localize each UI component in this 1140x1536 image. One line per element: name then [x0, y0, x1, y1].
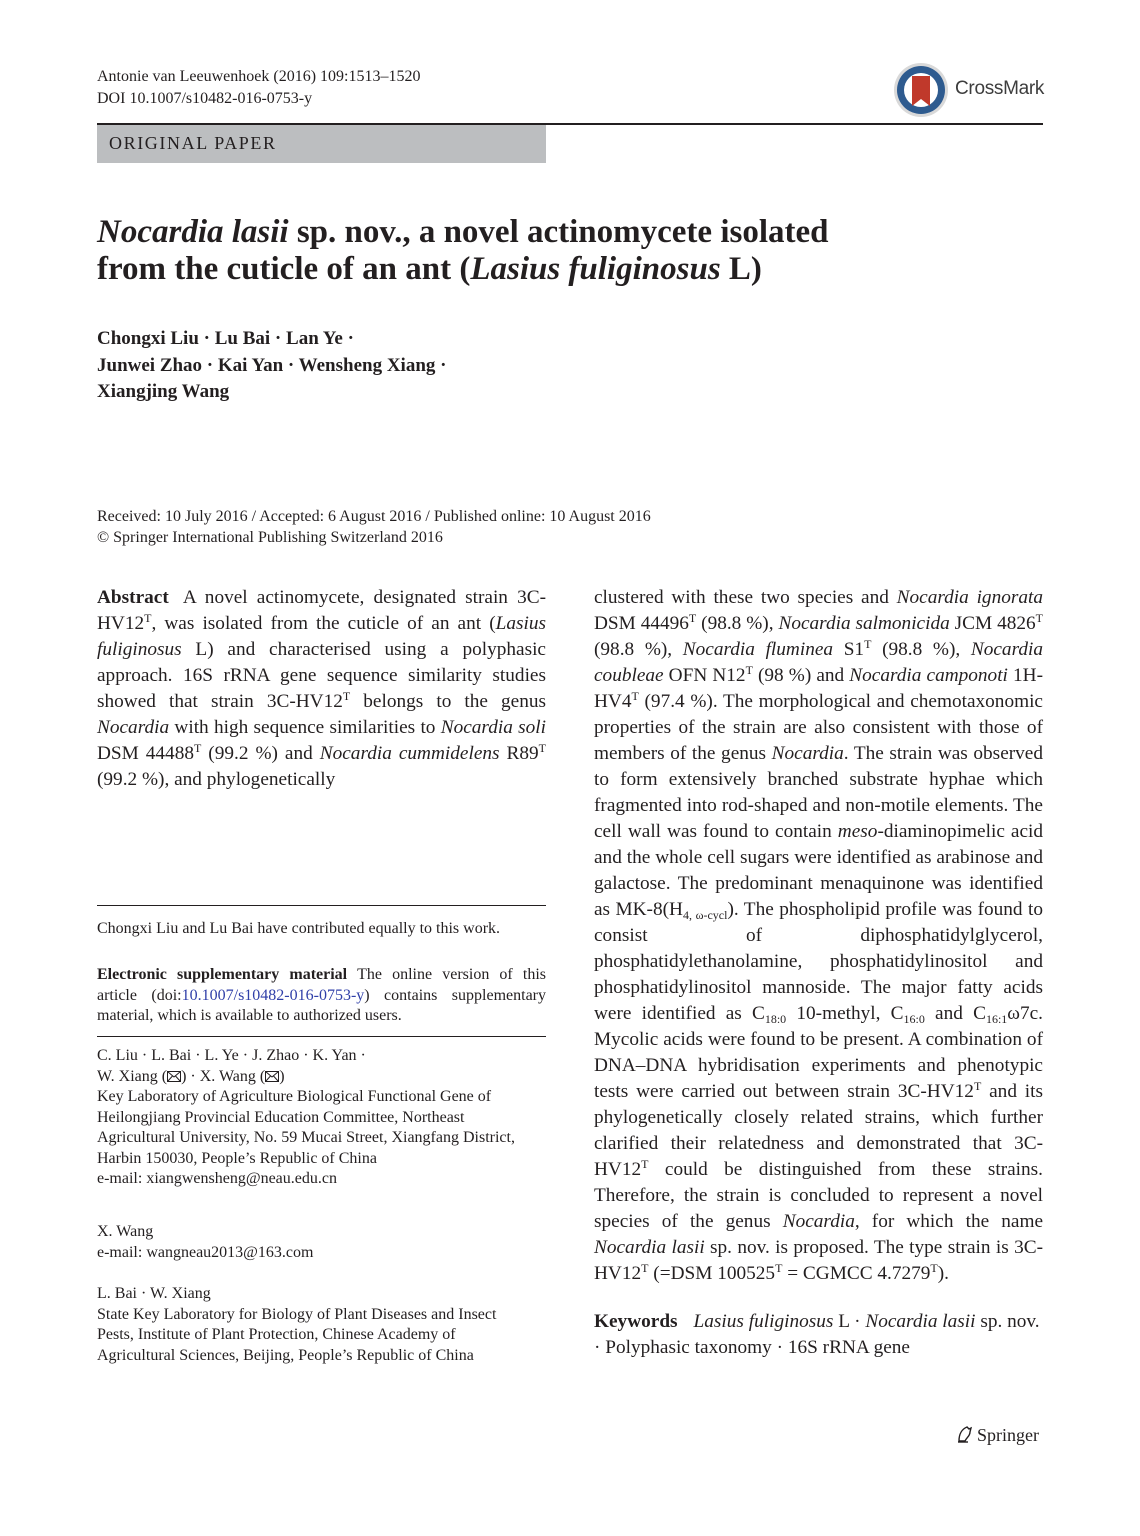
email-icon[interactable] [265, 1071, 279, 1082]
affiliation-2-email[interactable]: e-mail: wangneau2013@163.com [97, 1243, 314, 1261]
email-icon[interactable] [167, 1071, 181, 1082]
affiliation-1-address: Key Laboratory of Agriculture Biological Functional Gene of Heilongjiang Provincial Education Committee, Northeast Agricultural University, No. 59 Mucai Street, Xiangfang District, Harbin 150030, People’s Republic of China [97, 1088, 515, 1167]
section-label: ORIGINAL PAPER [109, 133, 277, 153]
publisher-logo [955, 1424, 1039, 1446]
keywords-heading: Keywords [594, 1311, 678, 1332]
abstract-paragraph: Abstract A novel actinomycete, designated strain $3C-HV12^T$, was isolated from the cuticle of an ant (Lasius fuliginosus L) and characterised using a polyphasic approach. 16S rRNA gene sequence similarity studies showed that strain $3C-HV12^T$ belongs to the genus Nocardia with high sequence similarities to Nocardia soli DSM $44488^T$ (99.2 %) and Nocardia cummidelens $R89^T$ (99.2 %), and phylogenetically [97, 587, 546, 790]
authors-line2: Junwei Zhao · Kai Yan · Wensheng Xiang · [97, 354, 447, 376]
affiliation-3-address: State Key Laboratory for Biology of Plant Diseases and Insect Pests, Institute of Plant Protection, Chinese Academy of Agricultural Sciences, Beijing, People’s Republic of China [97, 1305, 497, 1364]
affiliation-2: X. Wang e-mail: wangneau2013@163.com [97, 1222, 546, 1263]
journal-header [97, 66, 420, 110]
title-line2-pre: from the cuticle of an ant ( [97, 251, 471, 287]
article-dates [97, 506, 651, 548]
copyright: © Springer International Publishing Switzerland 2016 [97, 529, 443, 546]
article-title [97, 214, 997, 288]
keywords: Keywords Lasius fuliginosus L · Nocardia lasii sp. nov. · Polyphasic taxonomy · 16S rRNA gene [594, 1311, 1040, 1358]
esm-doi-link[interactable]: 10.1007/s10482-016-0753-y [181, 986, 365, 1004]
author-list [97, 326, 447, 406]
doi: DOI 10.1007/s10482-016-0753-y [97, 90, 313, 107]
dates-history: Received: 10 July 2016 / Accepted: 6 August 2016 / Published online: 10 August 2016 [97, 508, 651, 525]
affiliation-1: C. Liu · L. Bai · L. Ye · J. Zhao · K. Yan · W. Xiang ( ) · X. Wang ( ) Key Laboratory of Agriculture Biological Functional Gene of Heilongjiang Provincial Education Committee, Northeast Agricultural University, No. 59 Mucai Street, Xiangfang District, Harbin 150030, People’s Republic of China e-mail: xiangwensheng@neau.edu.cn [97, 1046, 527, 1190]
title-host: Lasius fuliginosus [470, 251, 721, 287]
abstract-heading: Abstract [97, 587, 169, 608]
section-banner [97, 125, 546, 163]
affiliation-1-email[interactable]: e-mail: xiangwensheng@neau.edu.cn [97, 1170, 337, 1187]
title-genus: Nocardia lasii [97, 214, 289, 250]
affiliation-3: L. Bai · W. Xiang State Key Laboratory for Biology of Plant Diseases and Insect Pests, Institute of Plant Protection, Chinese Academy of Agricultural Sciences, Beijing, People’s Republic of China [97, 1284, 517, 1366]
title-line1: sp. nov., a novel actinomycete isolated [288, 214, 829, 250]
authors-line3: Xiangjing Wang [97, 381, 230, 402]
authors-line1: Chongxi Liu · Lu Bai · Lan Ye · [97, 328, 354, 349]
footnote-rule-2 [97, 1036, 546, 1037]
esm-heading: Electronic supplementary material [97, 966, 348, 983]
crossmark-icon [893, 62, 949, 118]
crossmark-badge[interactable] [893, 62, 1043, 118]
abstract-continuation: clustered with these two species and Nocardia ignorata DSM $44496^T$ (98.8 %), Nocardia salmonicida JCM $4826^T$ (98.8 %), Nocardia fluminea $S1^T$ (98.8 %), Nocardia coubleae OFN $N12^T$ (98 %) and Nocardia camponoti $1H-HV4^T$ (97.4 %). The morphological and chemotaxonomic properties of the strain are also consistent with those of members of the genus Nocardia. The strain was observed to form extensively branched substrate hyphae which fragmented into rod-shaped and non-motile elements. The cell wall was found to contain meso-diaminopimelic acid and the whole cell sugars were identified as arabinose and galactose. The predominant menaquinone was identified as $MK-8(H_{4, \omega-cycl})$. The phospholipid profile was found to consist of diphosphatidylglycerol, phosphatidylethanolamine, phosphatidylinositol and phosphatidylinositol mannoside. The major fatty acids were identified as $C_{18:0}$ 10-methyl, $C_{16:0}$ and $C_{16:1}\omega 7c$. Mycolic acids were found to be present. A combination of DNA–DNA hybridisation experiments and phenotypic tests were carried out between strain $3C-HV12^T$ and its phylogenetically closely related strains, which further clarified their relatedness and demonstrated that $3C-HV12^T$ could be distinguished from these strains. Therefore, the strain is concluded to represent a novel species of the genus Nocardia, for which the name Nocardia lasii sp. nov. is proposed. The type strain is $3C-HV12^T$ (=DSM $100525^T$ = CGMCC $4.7279^T$). [594, 587, 1044, 1284]
footnote-esm: Electronic supplementary material The online version of this article (doi:10.1007/s10482-016-0753-y) contains supplementary material, which is available to authorized users. [97, 966, 546, 1024]
springer-horse-icon [955, 1424, 975, 1444]
title-line2-post: L) [720, 251, 762, 287]
journal-citation: Antonie van Leeuwenhoek (2016) 109:1513–1520 [97, 68, 421, 85]
footnote-equal: Chongxi Liu and Lu Bai have contributed equally to this work. [97, 920, 501, 937]
footnote-rule-1 [97, 905, 546, 906]
abstract-left [97, 585, 546, 793]
publisher-name: Springer [977, 1425, 1039, 1445]
abstract-right [594, 585, 1043, 1361]
crossmark-label: CrossMark [955, 78, 1045, 99]
